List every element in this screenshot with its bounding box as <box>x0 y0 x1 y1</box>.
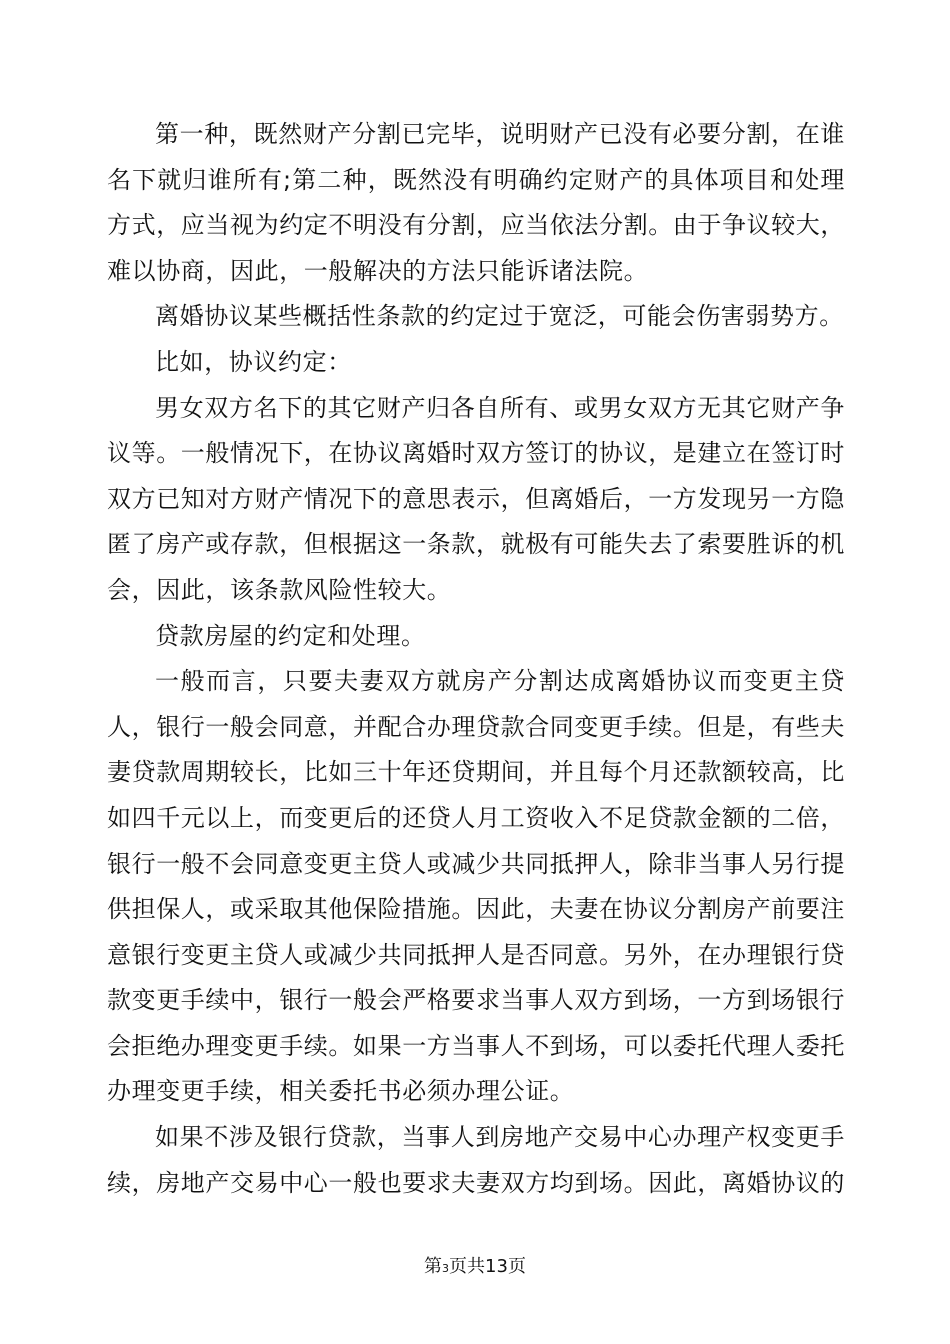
page-footer <box>0 1255 950 1281</box>
paragraph: 一般而言，只要夫妻双方就房产分割达成离婚协议而变更主贷人，银行一般会同意，并配合办理贷款合同变更手续。但是，有些夫妻贷款周期较长，比如三十年还贷期间，并且每个月还款额较高，比如四千元以上，而变更后的还贷人月工资收入不足贷款金额的二倍，银行一般不会同意变更主贷人或减少共同抵押人，除非当事人另行提供担保人，或采取其他保险措施。因此，夫妻在协议分割房产前要注意银行变更主贷人或减少共同抵押人是否同意。另外，在办理银行贷款变更手续中，银行一般会严格要求当事人双方到场，一方到场银行会拒绝办理变更手续。如果一方当事人不到场，可以委托代理人委托办理变更手续，相关委托书必须办理公证。 <box>107 667 845 1106</box>
paragraph: 贷款房屋的约定和处理。 <box>155 621 426 650</box>
current-page-number: 3 <box>442 1262 450 1275</box>
paragraph: 离婚协议某些概括性条款的约定过于宽泛，可能会伤害弱势方。 <box>155 302 844 331</box>
total-pages-number: 13 <box>485 1256 508 1277</box>
footer-prefix: 第 <box>424 1256 443 1277</box>
paragraph: 第一种，既然财产分割已完毕，说明财产已没有必要分割，在谁名下就归谁所有;第二种，既然没有明确约定财产的具体项目和处理方式，应当视为约定不明没有分割，应当依法分割。由于争议较大，难以协商，因此，一般解决的方法只能诉诸法院。 <box>107 120 845 285</box>
document-body <box>107 112 845 1206</box>
paragraph: 如果不涉及银行贷款，当事人到房地产交易中心办理产权变更手续，房地产交易中心一般也要求夫妻双方均到场。因此，离婚协议的 <box>107 1123 845 1197</box>
footer-suffix: 页 <box>507 1256 526 1277</box>
paragraph: 比如，协议约定： <box>155 347 352 376</box>
footer-middle: 页共 <box>449 1256 486 1277</box>
paragraph: 男女双方名下的其它财产归各自所有、或男女双方无其它财产争议等。一般情况下，在协议离婚时双方签订的协议，是建立在签订时双方已知对方财产情况下的意思表示，但离婚后，一方发现另一方隐匿了房产或存款，但根据这一条款，就极有可能失去了索要胜诉的机会，因此，该条款风险性较大。 <box>107 393 845 604</box>
